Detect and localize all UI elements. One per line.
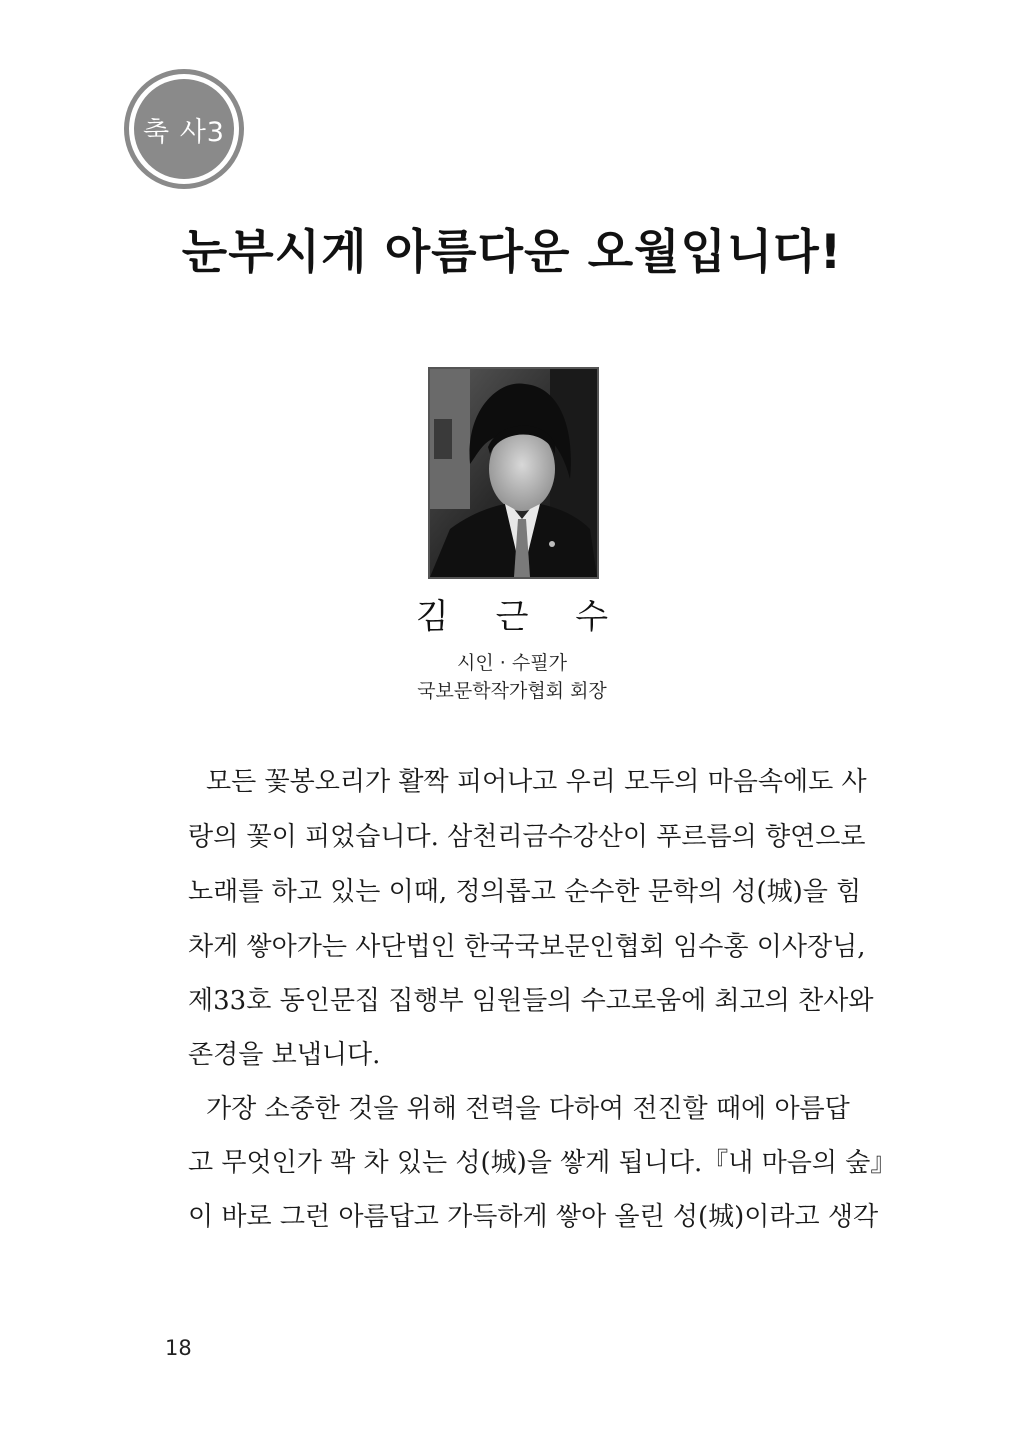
body-line: 모든 꽃봉오리가 활짝 피어나고 우리 모두의 마음속에도 사 <box>206 767 867 797</box>
body-line: 차게 쌓아가는 사단법인 한국국보문인협회 임수홍 이사장님, <box>188 932 866 962</box>
body-line: 가장 소중한 것을 위해 전력을 다하여 전진할 때에 아름답 <box>206 1094 850 1124</box>
page-title: 눈부시게 아름다운 오월입니다! <box>181 225 843 280</box>
body-line: 제33호 동인문집 집행부 임원들의 수고로움에 최고의 찬사와 <box>188 986 874 1016</box>
body-line: 랑의 꽃이 피었습니다. 삼천리금수강산이 푸르름의 향연으로 <box>188 822 866 852</box>
section-badge-label: 축 사3 <box>134 79 234 179</box>
body-line: 이 바로 그런 아름답고 가득하게 쌓아 올린 성(城)이라고 생각 <box>188 1202 879 1232</box>
body-line: 존경을 보냅니다. <box>188 1040 381 1070</box>
portrait-photo-icon <box>430 369 597 577</box>
body-line: 노래를 하고 있는 이때, 정의롭고 순수한 문학의 성(城)을 힘 <box>188 877 862 907</box>
section-badge <box>124 69 244 189</box>
author-photo <box>428 367 599 579</box>
author-name: 김 근 수 <box>415 597 627 637</box>
body-line: 고 무엇인가 꽉 차 있는 성(城)을 쌓게 됩니다.『내 마음의 숲』 <box>188 1148 897 1178</box>
page-number: 18 <box>165 1336 192 1360</box>
author-organization: 국보문학작가협회 회장 <box>417 680 607 702</box>
author-role: 시인 · 수필가 <box>457 652 567 674</box>
